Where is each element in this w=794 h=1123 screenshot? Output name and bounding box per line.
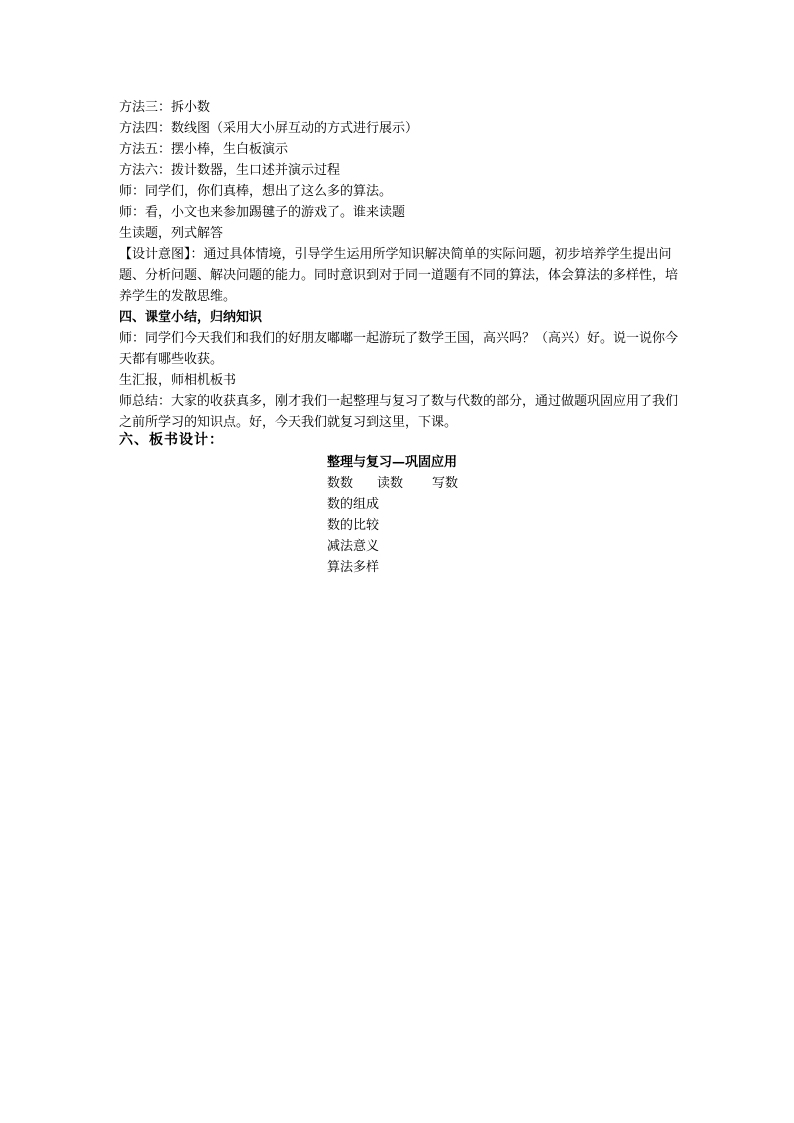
section-four-heading: 四、课堂小结，归纳知识 — [119, 310, 263, 325]
method-four: 方法四：数线图（采用大小屏互动的方式进行展示） — [119, 121, 419, 136]
lesson-body — [119, 97, 679, 433]
student-read: 生读题，列式解答 — [119, 226, 224, 241]
method-five: 方法五：摆小棒，生白板演示 — [119, 142, 289, 157]
section-six-heading: 六、板书设计： — [119, 432, 224, 448]
teacher-praise: 师：同学们，你们真棒，想出了这么多的算法。 — [119, 184, 393, 199]
teacher-problem: 师：看，小文也来参加踢毽子的游戏了。谁来读题 — [119, 205, 406, 220]
board-cell-write: 写数 — [432, 476, 459, 491]
board-item-algorithms: 算法多样 — [327, 560, 380, 575]
design-intent-text: 通过具体情境，引导学生运用所学知识解决简单的实际问题，初步培养学生提出问题、分析问题、解决问题的能力。同时意识到对于同一道题有不同的算法，体会算法的多样性，培养学生的发散思维。 — [119, 247, 679, 304]
board-row-counting — [327, 473, 458, 494]
board-title: 整理与复习—巩固应用 — [327, 455, 458, 470]
board-cell-count: 数数 — [327, 476, 354, 491]
board-item-composition: 数的组成 — [327, 497, 380, 512]
board-item-subtraction: 减法意义 — [327, 539, 380, 554]
board-design — [327, 452, 458, 578]
design-intent-label: 【设计意图】： — [119, 247, 204, 262]
method-three: 方法三：拆小数 — [119, 100, 211, 115]
section-four-student: 生汇报，师相机板书 — [119, 373, 237, 388]
section-four-teacher: 师：同学们今天我们和我们的好朋友嘟嘟一起游玩了数学王国，高兴吗？（高兴）好。说一说你今天都有哪些收获。 — [119, 331, 679, 367]
board-cell-read: 读数 — [377, 476, 404, 491]
design-intent-paragraph — [119, 244, 679, 307]
method-six: 方法六：拨计数器，生口述并演示过程 — [119, 163, 341, 178]
board-item-comparison: 数的比较 — [327, 518, 380, 533]
section-four-summary: 师总结：大家的收获真多，刚才我们一起整理与复习了数与代数的部分，通过做题巩固应用了我们之前所学习的知识点。好，今天我们就复习到这里，下课。 — [119, 394, 679, 430]
